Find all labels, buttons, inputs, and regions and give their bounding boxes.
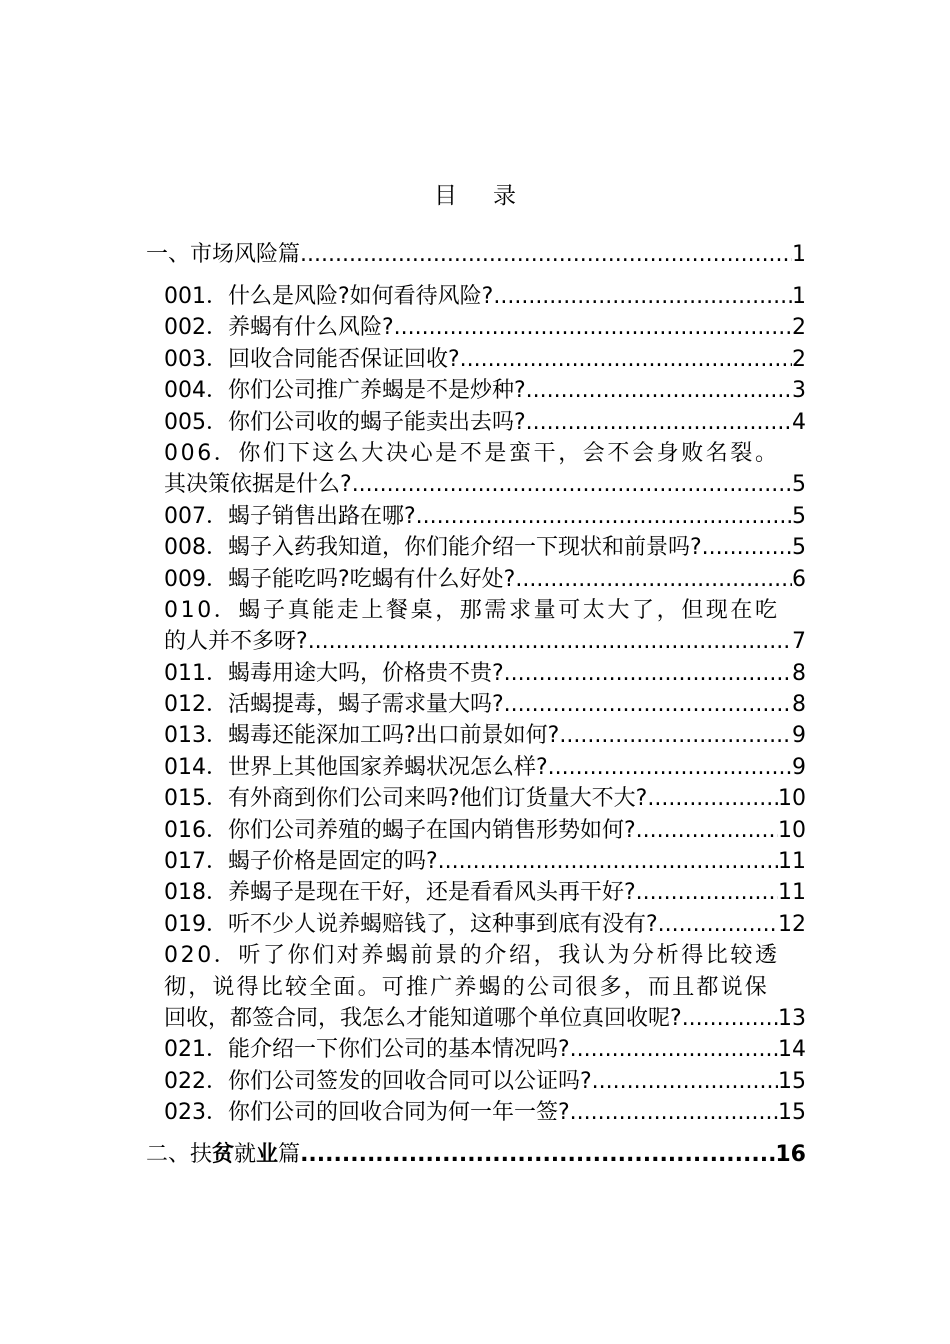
toc-leader-dots [636, 815, 778, 846]
toc-entry-line: 006．你们下这么大决心是不是蛮干，会不会身败名裂。 [164, 440, 780, 466]
toc-leader-dots [493, 281, 792, 312]
toc-page-number: 9 [792, 754, 806, 780]
toc-leader-dots [658, 909, 778, 940]
table-of-contents [146, 238, 806, 1172]
toc-section-label-part: 业 [256, 1141, 279, 1167]
toc-page-number: 8 [792, 660, 806, 686]
toc-page-number: 14 [778, 1037, 806, 1063]
toc-entry-row[interactable] [146, 1003, 806, 1034]
toc-entry-label: 022．你们公司签发的回收合同可以公证吗? [164, 1068, 592, 1094]
toc-entry-label: 015．有外商到你们公司来吗?他们订货量大不大? [164, 786, 648, 812]
toc-entry-label: 012．活蝎提毒，蝎子需求量大吗? [164, 692, 504, 718]
toc-entry-label: 021．能介绍一下你们公司的基本情况吗? [164, 1037, 570, 1063]
toc-entry-row[interactable] [146, 815, 806, 846]
toc-entry-label: 011．蝎毒用途大吗，价格贵不贵? [164, 660, 504, 686]
toc-page-number: 13 [778, 1005, 806, 1031]
toc-entry-label: 005．你们公司收的蝎子能卖出去吗? [164, 409, 526, 435]
toc-entry-label: 001．什么是风险?如何看待风险? [164, 284, 494, 309]
toc-page-number: 5 [792, 503, 806, 529]
toc-entry-row[interactable] [146, 783, 806, 814]
toc-entry-label: 009．蝎子能吃吗?吃蝎有什么好处? [164, 566, 516, 592]
toc-entry-row[interactable] [146, 658, 806, 689]
toc-entry-row[interactable] [146, 1097, 806, 1128]
toc-leader-dots [352, 469, 792, 500]
toc-entry-row[interactable] [146, 281, 806, 312]
toc-leader-dots [526, 375, 792, 406]
toc-entry-label: 回收，都签合同，我怎么才能知道哪个单位真回收呢? [164, 1005, 682, 1031]
toc-leader-dots [504, 689, 792, 720]
toc-leader-dots [559, 720, 792, 751]
toc-page-number: 10 [778, 817, 806, 843]
toc-page-number: 7 [792, 629, 806, 655]
toc-entry-label: 018．养蝎子是现在干好，还是看看风头再干好? [164, 880, 636, 906]
toc-section-label: 一、市场风险篇 [146, 242, 301, 267]
toc-page-number: 15 [778, 1068, 806, 1094]
toc-entry-label: 其决策依据是什么? [164, 472, 352, 498]
toc-leader-dots [308, 626, 792, 657]
toc-entry-row[interactable] [146, 846, 806, 877]
toc-page-number: 12 [778, 911, 806, 937]
toc-entry-label: 007．蝎子销售出路在哪? [164, 503, 416, 529]
toc-page-number: 15 [778, 1100, 806, 1126]
toc-section-label-part: 篇 [278, 1141, 301, 1167]
toc-page-number: 1 [792, 284, 806, 309]
toc-entry-row[interactable] [146, 877, 806, 908]
toc-leader-dots [300, 238, 792, 272]
toc-leader-dots [570, 1034, 778, 1065]
toc-page-number: 1 [792, 242, 806, 267]
toc-page-number: 2 [792, 315, 806, 341]
toc-page-number: 16 [775, 1141, 806, 1167]
toc-page-number: 8 [792, 692, 806, 718]
toc-leader-dots [548, 752, 792, 783]
toc-section-label-part: 就 [234, 1141, 257, 1167]
toc-entry-row[interactable] [146, 689, 806, 720]
toc-entry-label: 004．你们公司推广养蝎是不是炒种? [164, 378, 526, 404]
toc-entry-row[interactable] [146, 344, 806, 375]
toc-entry-line: 020．听了你们对养蝎前景的介绍，我认为分析得比较透 [164, 943, 780, 969]
toc-section-row[interactable] [146, 238, 806, 272]
toc-leader-dots [702, 532, 792, 563]
toc-leader-dots [300, 1138, 775, 1172]
toc-entry-line: 彻，说得比较全面。可推广养蝎的公司很多，而且都说保 [164, 974, 770, 1000]
toc-entry-row[interactable] [146, 1034, 806, 1065]
toc-page-number: 5 [792, 535, 806, 561]
toc-entry-row[interactable] [146, 407, 806, 438]
toc-entry-row[interactable] [146, 501, 806, 532]
toc-entry-row[interactable] [146, 469, 806, 500]
toc-entry-label: 013．蝎毒还能深加工吗?出口前景如何? [164, 723, 560, 749]
toc-page-number: 9 [792, 723, 806, 749]
toc-entry-label: 019．听不少人说养蝎赔钱了，这种事到底有没有? [164, 911, 658, 937]
toc-leader-dots [636, 877, 778, 908]
toc-leader-dots [570, 1097, 778, 1128]
toc-entry-row[interactable] [146, 375, 806, 406]
toc-leader-dots [394, 312, 792, 343]
toc-leader-dots [526, 407, 792, 438]
toc-page-number: 3 [792, 378, 806, 404]
toc-entry-label: 017．蝎子价格是固定的吗? [164, 849, 438, 875]
toc-entry-line: 010．蝎子真能走上餐桌，那需求量可太大了，但现在吃 [164, 597, 780, 623]
toc-leader-dots [438, 846, 778, 877]
toc-entry-row[interactable] [146, 532, 806, 563]
toc-page-number: 2 [792, 346, 806, 372]
toc-leader-dots [592, 1066, 778, 1097]
toc-leader-dots [504, 658, 792, 689]
toc-leader-dots [460, 344, 792, 375]
toc-page-number: 6 [792, 566, 806, 592]
toc-entry-label: 008．蝎子入药我知道，你们能介绍一下现状和前景吗? [164, 535, 702, 561]
toc-page-number: 10 [778, 786, 806, 812]
toc-leader-dots [647, 783, 778, 814]
toc-entry-row[interactable] [146, 1066, 806, 1097]
toc-entry-label: 014．世界上其他国家养蝎状况怎么样? [164, 754, 548, 780]
toc-leader-dots [515, 564, 792, 595]
toc-entry-label: 的人并不多呀? [164, 629, 308, 655]
toc-entry-label: 003．回收合同能否保证回收? [164, 346, 460, 372]
toc-entry-row[interactable] [146, 720, 806, 751]
toc-leader-dots [682, 1003, 778, 1034]
toc-leader-dots [416, 501, 792, 532]
toc-entry-row[interactable] [146, 909, 806, 940]
toc-page-number: 11 [778, 849, 806, 875]
toc-section-label-part: 贫 [212, 1141, 235, 1167]
toc-entry-row[interactable] [146, 564, 806, 595]
toc-entry-label: 002．养蝎有什么风险? [164, 315, 394, 341]
toc-section-label-part: 二、扶 [146, 1141, 213, 1167]
toc-entry-label: 016．你们公司养殖的蝎子在国内销售形势如何? [164, 817, 636, 843]
toc-page-number: 5 [792, 472, 806, 498]
toc-entry-row[interactable] [146, 752, 806, 783]
toc-entry-label: 023．你们公司的回收合同为何一年一签? [164, 1100, 570, 1126]
toc-section-label [146, 1138, 300, 1172]
toc-title: 目录 [434, 183, 552, 209]
toc-page-number: 11 [778, 880, 806, 906]
toc-section-row[interactable] [146, 1138, 806, 1172]
toc-entry-row[interactable] [146, 626, 806, 657]
toc-page-number: 4 [792, 409, 806, 435]
toc-entry-row[interactable] [146, 312, 806, 343]
